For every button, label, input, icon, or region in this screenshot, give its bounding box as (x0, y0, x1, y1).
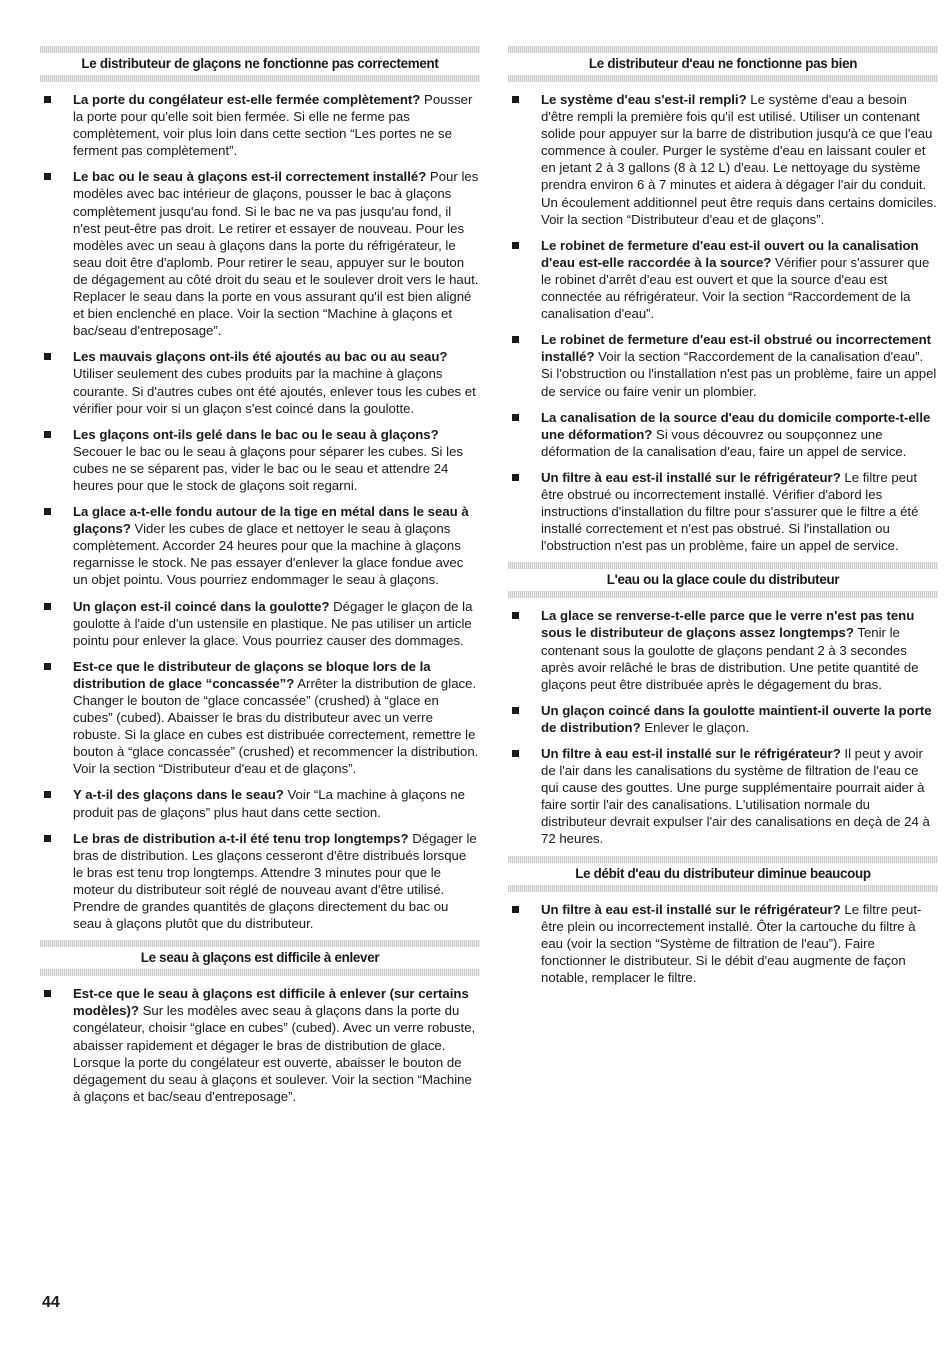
question-text: Les mauvais glaçons ont-ils été ajoutés au bac ou au seau? (73, 349, 448, 365)
answer-text: Enlever le glaçon. (640, 719, 750, 735)
answer-text: Vider les cubes de glace et nettoyer le seau à glaçons complètement. Accorder 24 heures pour que la machine à glaçons regarnisse le stock. Ne pas essayer d'enlever la glace fondue avec un objet pointu. Vous pourriez endommager le seau à glaçons. (73, 521, 464, 588)
question-text: Le système d'eau s'est-il rempli? (541, 92, 747, 107)
troubleshooting-list (508, 91, 938, 554)
question-text: Le robinet de fermeture d'eau est-il obstrué ou incorrectement installé? (541, 332, 932, 365)
troubleshooting-section (40, 44, 480, 932)
question-text: Un filtre à eau est-il installé sur le réfrigérateur? (541, 901, 841, 917)
square-bullet-icon (44, 990, 51, 997)
square-bullet-icon (44, 791, 51, 798)
section-title: Le distributeur d'eau ne fonctionne pas bien (508, 44, 938, 82)
list-item (40, 658, 480, 778)
list-item (508, 607, 938, 692)
question-text: La glace a-t-elle fondu autour de la tige en métal dans le seau à glaçons? (73, 504, 469, 537)
list-item (40, 786, 480, 820)
answer-text: Tenir le contenant sous la goulotte de glaçons pendant 2 à 3 secondes après avoir relâché le bras de distribution. Une petite quantité de glaçons peut être distribuée après le dégagement du bras. (541, 625, 919, 692)
question-text: La canalisation de la source d'eau du domicile comporte-t-elle une déformation? (541, 409, 931, 442)
troubleshooting-list (508, 607, 938, 847)
list-item (508, 702, 938, 736)
answer-text: Pousser la porte pour qu'elle soit bien fermée. Si elle ne ferme pas complètement, voir plus loin dans cette section “Les portes ne se ferment pas complètement”. (73, 92, 473, 159)
question-text: Le bras de distribution a-t-il été tenu trop longtemps? (73, 830, 409, 846)
list-item (40, 426, 480, 494)
list-item (508, 901, 938, 986)
square-bullet-icon (44, 96, 51, 103)
section-title: Le débit d'eau du distributeur diminue beaucoup (508, 854, 938, 892)
answer-text: Voir la section “Raccordement de la canalisation d'eau”. Si l'obstruction ou l'installation n'est pas un problème, faire un appel de service ou faire venir un plombier. (541, 349, 937, 399)
list-item (40, 503, 480, 588)
question-text: Un glaçon coincé dans la goulotte maintient-il ouverte la porte de distribution? (541, 702, 932, 735)
answer-text: Le système d'eau a besoin d'être rempli la première fois qu'il est utilisé. Utiliser un contenant solide pour appuyer sur la barre de distribution jusqu'à ce que l'eau commence à couler. Purger le système d'eau en laissant couler et en jetant 2 à 3 gallons (8 à 12 L) d'eau. Le nettoyage du système prendra environ 6 à 7 minutes et aidera à dégager l'air du conduit. Un écoulement additionnel peut être requis dans certains domiciles. Voir la section “Distributeur d'eau et de glaçons”. (541, 92, 937, 227)
list-item (40, 985, 480, 1105)
question-text: La glace se renverse-t-elle parce que le verre n'est pas tenu sous le distributeur de glaçons assez longtemps? (541, 608, 915, 641)
section-title: Le seau à glaçons est difficile à enlever (40, 938, 480, 976)
list-item (40, 348, 480, 416)
list-item (40, 91, 480, 159)
list-item (508, 331, 938, 399)
list-item (508, 409, 938, 460)
list-item (40, 830, 480, 933)
answer-text: Le filtre peut-être plein ou incorrectement installé. Ôter la cartouche du filtre à eau (voir la section “Système de filtration de l'eau”). Faire fonctionner le distributeur. Si le débit d'eau augmente de façon notable, remplacer le filtre. (541, 901, 922, 985)
square-bullet-icon (44, 173, 51, 180)
answer-text: Il peut y avoir de l'air dans les canalisations du système de filtration de l'eau ce qui cause des gouttes. Une purge supplémentaire pourrait aider à faire sortir l'air des canalisations. L'utilisation normale du distributeur devrait expulser l'air des canalisations en deçà de 24 à 72 heures. (541, 746, 930, 847)
section-title: Le distributeur de glaçons ne fonctionne pas correctement (40, 44, 480, 82)
square-bullet-icon (44, 835, 51, 842)
square-bullet-icon (44, 353, 51, 360)
square-bullet-icon (512, 414, 519, 421)
square-bullet-icon (512, 474, 519, 481)
question-text: Est-ce que le seau à glaçons est difficile à enlever (sur certains modèles)? (73, 986, 469, 1019)
answer-text: Vérifier pour s'assurer que le robinet d'arrêt d'eau est ouvert et que la source d'eau est connectée au réfrigérateur. Voir la section “Raccordement de la canalisation d'eau”. (541, 254, 930, 322)
troubleshooting-list (508, 901, 938, 986)
square-bullet-icon (512, 242, 519, 249)
list-item (40, 598, 480, 649)
answer-text: Voir “La machine à glaçons ne produit pas de glaçons” plus haut dans cette section. (73, 787, 465, 820)
question-text: Le bac ou le seau à glaçons est-il correctement installé? (73, 169, 427, 185)
question-text: Les glaçons ont-ils gelé dans le bac ou le seau à glaçons? (73, 426, 439, 442)
troubleshooting-list (40, 91, 480, 932)
question-text: La porte du congélateur est-elle fermée complètement? (73, 92, 421, 107)
answer-text: Dégager le glaçon de la goulotte à l'aide d'un ustensile en plastique. Ne pas utiliser un article pointu pour enlever la glace. Vous pourriez causer des dommages. (73, 598, 473, 648)
list-item (40, 168, 480, 339)
square-bullet-icon (512, 612, 519, 619)
troubleshooting-section (508, 854, 938, 986)
answer-text: Utiliser seulement des cubes produits par la machine à glaçons courante. Si d'autres cubes ont été ajoutés, enlever tous les cubes et vérifier pour voir si un glaçon s'est coincé dans la goulotte. (73, 366, 476, 416)
list-item (508, 469, 938, 554)
answer-text: Arrêter la distribution de glace. Changer le bouton de “glace concassée” (crushed) à “glace en cubes” (cubed). Abaisser le bras du distributeur avec un verre robuste. Si la glace en cubes est distribuée correctement, remettre le bouton à “glace concassée” (crushed) et recommencer la distribution. Voir la section “Distributeur d'eau et de glaçons”. (73, 675, 479, 777)
question-text: Le robinet de fermeture d'eau est-il ouvert ou la canalisation d'eau est-elle raccordée à la source? (541, 237, 919, 270)
troubleshooting-section (508, 44, 938, 554)
question-text: Un filtre à eau est-il installé sur le réfrigérateur? (541, 469, 841, 485)
square-bullet-icon (512, 707, 519, 714)
square-bullet-icon (512, 96, 519, 103)
square-bullet-icon (44, 431, 51, 438)
list-item (508, 237, 938, 322)
page-number: 44 (42, 1294, 60, 1311)
right-column (508, 44, 938, 992)
list-item (508, 91, 938, 228)
question-text: Un filtre à eau est-il installé sur le réfrigérateur? (541, 746, 841, 761)
answer-text: Si vous découvrez ou soupçonnez une déformation de la canalisation d'eau, faire un appel de service. (541, 426, 907, 459)
answer-text: Le filtre peut être obstrué ou incorrectement installé. Vérifier d'abord les instructions d'installation du filtre pour s'assurer que le filtre a été installé correctement et n'est pas obstrué. Si l'installation ou l'obstruction n'est pas un problème, faire un appel de service. (541, 469, 919, 554)
troubleshooting-section (508, 560, 938, 847)
square-bullet-icon (512, 906, 519, 913)
square-bullet-icon (44, 603, 51, 610)
answer-text: Sur les modèles avec seau à glaçons dans la porte du congélateur, choisir “glace en cubes” (cubed). Avec un verre robuste, abaisser rapidement et dégager le bras de distribution de glace. Lorsque la porte du congélateur est ouverte, abaisser le bouton de dégagement du seau à glaçons et soulever. Voir la section “Machine à glaçons et bac/seau d'entreposage”. (73, 1003, 476, 1104)
list-item (508, 745, 938, 848)
troubleshooting-section (40, 938, 480, 1105)
square-bullet-icon (44, 663, 51, 670)
troubleshooting-list (40, 985, 480, 1105)
square-bullet-icon (512, 336, 519, 343)
left-column (40, 44, 480, 1111)
square-bullet-icon (44, 508, 51, 515)
answer-text: Pour les modèles avec bac intérieur de glaçons, pousser le bac à glaçons complètement jusqu'au fond. Si le bac ne va pas jusqu'au fond, il n'est peut-être pas droit. Le retirer et essayer de nouveau. Pour les modèles avec un seau à glaçons dans la porte du réfrigérateur, le seau doit être d'aplomb. Pour retirer le seau, appuyer sur le bouton de dégagement au côté droit du seau et le soulever droit vers le haut. Replacer le seau dans la porte en vous assurant qu'il est bien aligné et bien enclenché en place. Voir la section “Machine à glaçons et bac/seau d'entreposage”. (73, 169, 479, 339)
square-bullet-icon (512, 750, 519, 757)
question-text: Un glaçon est-il coincé dans la goulotte? (73, 598, 330, 614)
question-text: Est-ce que le distributeur de glaçons se bloque lors de la distribution de glace “concassée”? (73, 658, 431, 691)
section-title: L'eau ou la glace coule du distributeur (508, 560, 938, 598)
answer-text: Dégager le bras de distribution. Les glaçons cesseront d'être distribués lorsque le bras est tenu trop longtemps. Attendre 3 minutes pour que le moteur du distributeur soit réglé de nouveau avant d'être utilisé. Prendre de grandes quantités de glaçons directement du bac ou seau à glaçons plutôt que du distributeur. (73, 830, 477, 932)
answer-text: Secouer le bac ou le seau à glaçons pour séparer les cubes. Si les cubes ne se séparent pas, vider le bac ou le seau et attendre 24 heures pour que le stock de glaçons soit regarni. (73, 443, 463, 493)
question-text: Y a-t-il des glaçons dans le seau? (73, 787, 284, 803)
